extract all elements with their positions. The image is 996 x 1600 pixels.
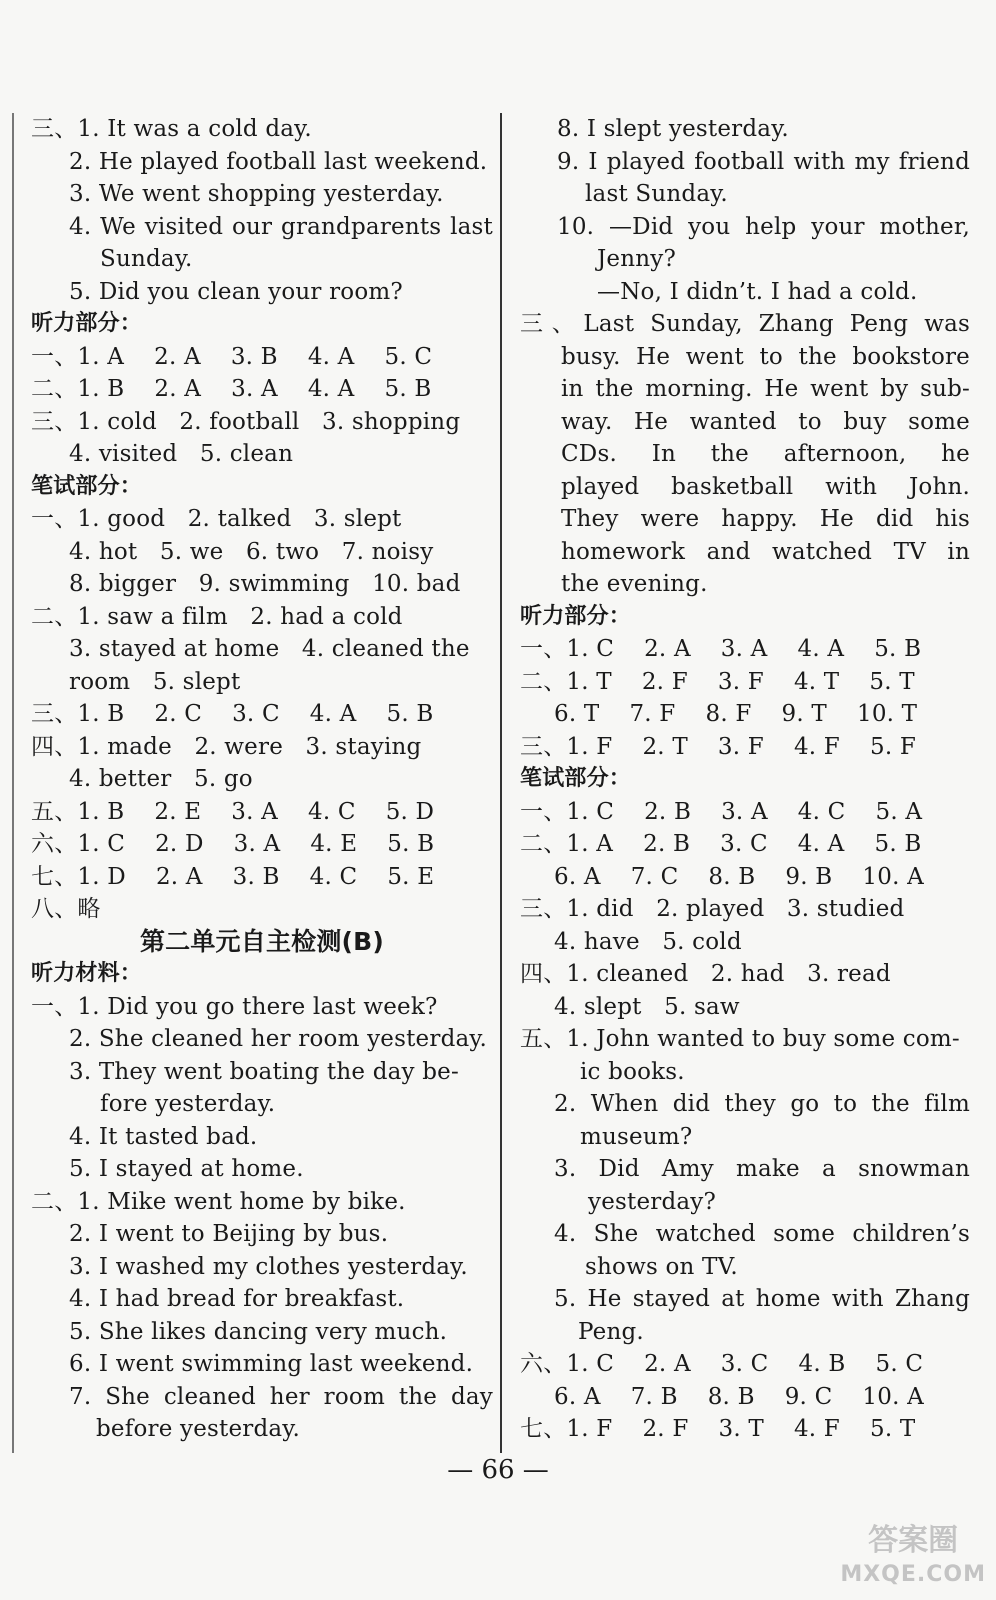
answer-line: 3. We went shopping yesterday.: [69, 181, 444, 207]
answer-line: 6. I went swimming last weekend.: [69, 1351, 474, 1377]
answer-line: last Sunday.: [585, 181, 728, 207]
answer-line: 六、1. C 2. A 3. C 4. B 5. C: [520, 1351, 924, 1377]
answer-line: 5. She likes dancing very much.: [69, 1318, 448, 1345]
answer-line: ic books.: [580, 1058, 685, 1085]
answer-line: 二、1. saw a film 2. had a cold: [31, 603, 403, 630]
answer-line: 4. visited 5. clean: [69, 441, 294, 467]
section-heading: 听力材料：: [31, 961, 143, 986]
answer-line: 二、1. T 2. F 3. F 4. T 5. T: [520, 668, 915, 695]
answer-line: busy. He went to the bookstore: [561, 343, 970, 370]
watermark-url: MXQE.COM: [840, 1562, 986, 1587]
answer-line: 6. A 7. C 8. B 9. B 10. A: [554, 863, 924, 890]
answer-line: Peng.: [578, 1318, 644, 1345]
answer-line: 3. They went boating the day be-: [69, 1058, 459, 1085]
answer-line: 三、Last Sunday, Zhang Peng was: [520, 311, 970, 337]
answer-line: 六、1. C 2. D 3. A 4. E 5. B: [31, 831, 435, 857]
page-number: — 66 —: [447, 1455, 549, 1485]
answer-line: 三、1. cold 2. football 3. shopping: [31, 408, 461, 435]
answer-line: —No, I didn’t. I had a cold.: [597, 278, 918, 305]
answer-line: 2. I went to Beijing by bus.: [69, 1221, 389, 1247]
answer-line: 8. I slept yesterday.: [557, 116, 789, 142]
answer-line: 四、1. made 2. were 3. staying: [31, 733, 422, 760]
answer-line: CDs. In the afternoon, he: [561, 441, 970, 467]
answer-line: 八、略: [31, 896, 101, 922]
answer-line: museum?: [580, 1123, 693, 1150]
answer-line: 三、1. F 2. T 3. F 4. F 5. F: [520, 733, 917, 760]
answer-line: 4. slept 5. saw: [554, 993, 740, 1020]
answer-line: 3. Did Amy make a snowman: [554, 1156, 970, 1182]
answer-line: 5. I stayed at home.: [69, 1156, 304, 1182]
answer-line: 七、1. F 2. F 3. T 4. F 5. T: [520, 1416, 916, 1442]
answer-line: 4. have 5. cold: [554, 928, 742, 955]
answer-line: 一、1. A 2. A 3. B 4. A 5. C: [31, 343, 433, 370]
answer-line: They were happy. He did his: [561, 506, 970, 532]
answer-line: 二、1. A 2. B 3. C 4. A 5. B: [520, 831, 922, 857]
answer-line: 一、1. good 2. talked 3. slept: [31, 506, 402, 532]
answer-line: 四、1. cleaned 2. had 3. read: [520, 961, 891, 987]
answer-line: 4. I had bread for breakfast.: [69, 1286, 405, 1312]
watermark-logo: [840, 1524, 986, 1592]
answer-line: fore yesterday.: [100, 1091, 276, 1117]
right-column: [520, 113, 970, 1446]
answer-line: 10. —Did you help your mother,: [557, 213, 970, 240]
watermark-logo-text: 答案圈: [868, 1523, 959, 1558]
answer-line: 三、1. It was a cold day.: [31, 116, 312, 142]
section-heading: 笔试部分：: [31, 473, 143, 499]
answer-line: 8. bigger 9. swimming 10. bad: [69, 571, 461, 597]
section-heading: 笔试部分：: [520, 766, 632, 791]
unit-title: 第二单元自主检测(B): [139, 926, 385, 956]
answer-line: 五、1. John wanted to buy some com-: [520, 1026, 960, 1052]
answer-line: 五、1. B 2. E 3. A 4. C 5. D: [31, 798, 435, 825]
answer-line: 三、1. B 2. C 3. C 4. A 5. B: [31, 701, 434, 727]
answer-line: 一、1. C 2. A 3. A 4. A 5. B: [520, 636, 922, 662]
answer-line: Jenny?: [597, 246, 676, 272]
answer-line: 2. When did they go to the film: [554, 1091, 970, 1117]
answer-line: 二、1. B 2. A 3. A 4. A 5. B: [31, 376, 432, 402]
section-heading: 听力部分：: [31, 311, 143, 336]
answer-line: 9. I played football with my friend: [557, 148, 970, 175]
answer-line: 一、1. Did you go there last week?: [31, 993, 438, 1020]
answer-line: 7. She cleaned her room the day: [69, 1383, 493, 1410]
answer-line: 2. She cleaned her room yesterday.: [69, 1026, 488, 1052]
answer-line: 一、1. C 2. B 3. A 4. C 5. A: [520, 798, 923, 825]
answer-line: 二、1. Mike went home by bike.: [31, 1188, 406, 1215]
answer-line: 4. better 5. go: [69, 766, 253, 792]
answer-line: 4. It tasted bad.: [69, 1123, 258, 1150]
answer-line: homework and watched TV in: [561, 538, 970, 565]
left-column: [31, 113, 493, 1446]
answer-line: 3. I washed my clothes yesterday.: [69, 1253, 468, 1280]
answer-line: 5. He stayed at home with Zhang: [554, 1286, 970, 1312]
answer-line: played basketball with John.: [561, 473, 970, 500]
answer-line: 6. A 7. B 8. B 9. C 10. A: [554, 1383, 924, 1410]
answer-line: 4. hot 5. we 6. two 7. noisy: [69, 538, 434, 565]
answer-line: before yesterday.: [96, 1416, 300, 1442]
answer-line: 6. T 7. F 8. F 9. T 10. T: [554, 701, 918, 727]
answer-line: 2. He played football last weekend.: [69, 148, 488, 175]
answer-line: shows on TV.: [585, 1253, 738, 1280]
answer-line: in the morning. He went by sub-: [561, 376, 970, 402]
answer-line: Sunday.: [100, 246, 193, 272]
answer-line: 4. We visited our grandparents last: [69, 213, 493, 240]
answer-line: 5. Did you clean your room?: [69, 278, 403, 305]
answer-line: room 5. slept: [69, 668, 241, 695]
answer-line: way. He wanted to buy some: [561, 408, 970, 435]
answer-line: yesterday?: [588, 1188, 717, 1215]
answer-line: 4. She watched some children’s: [554, 1221, 970, 1247]
answer-line: the evening.: [561, 571, 708, 597]
answer-line: 七、1. D 2. A 3. B 4. C 5. E: [31, 863, 435, 890]
column-divider: [500, 113, 502, 1453]
answer-line: 三、1. did 2. played 3. studied: [520, 896, 905, 922]
answer-line: 3. stayed at home 4. cleaned the: [69, 636, 470, 662]
left-edge-rule: [12, 113, 14, 1453]
section-heading: 听力部分：: [520, 603, 632, 629]
